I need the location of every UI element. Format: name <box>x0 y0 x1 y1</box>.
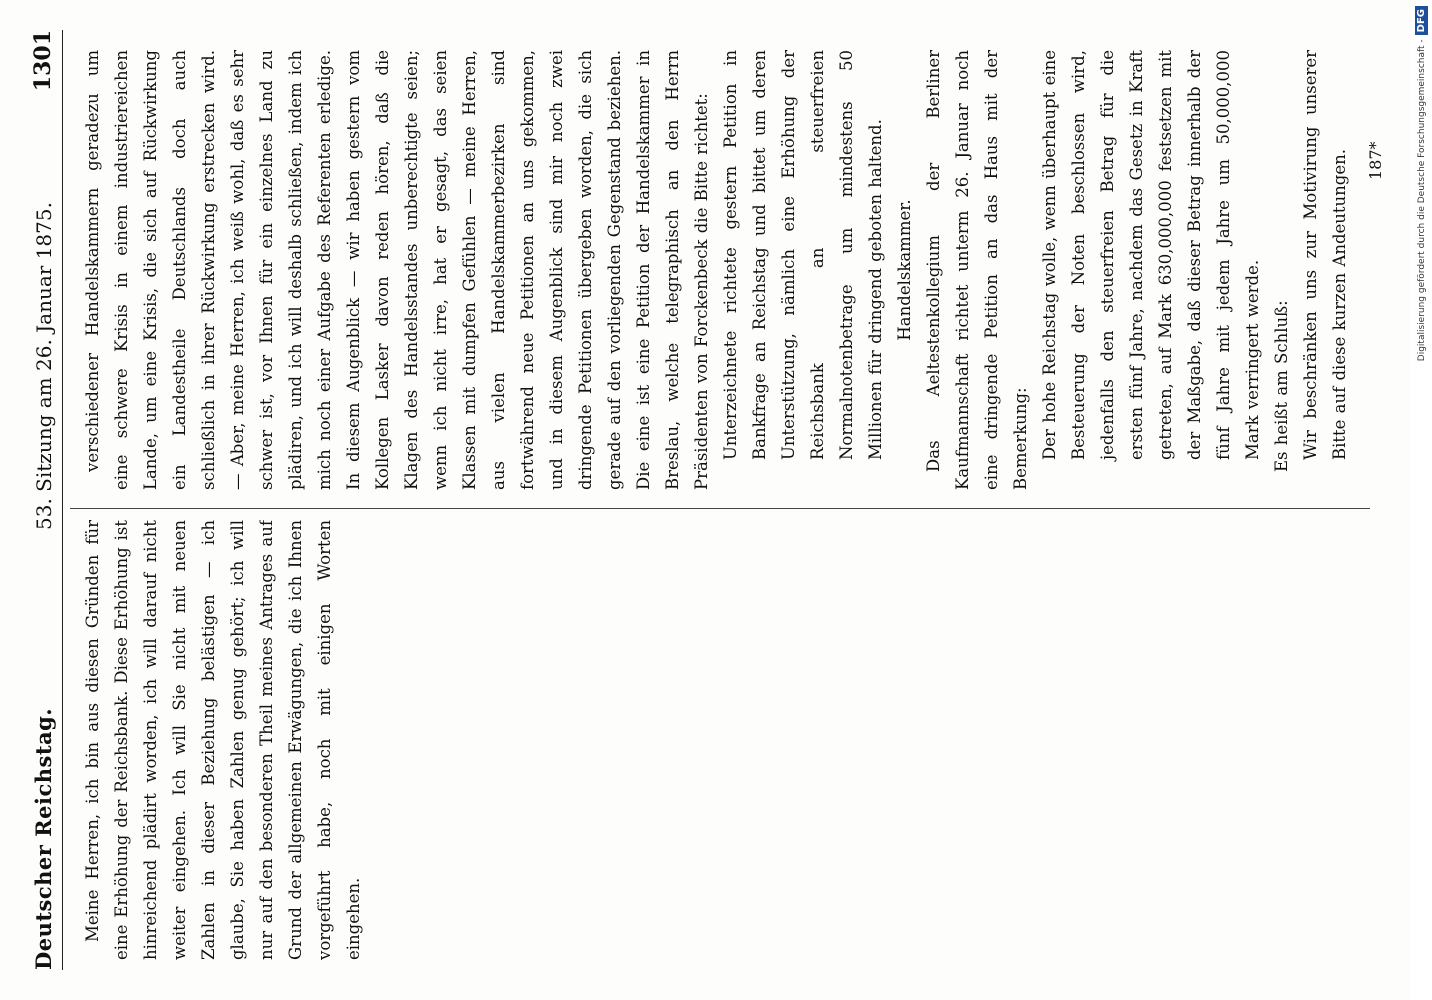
digitization-credit: Digitalisierung gefördert durch die Deutsche Forschungsgemeinschaft - <box>1416 39 1427 362</box>
paragraph: verschiedener Handelskammern geradezu um eine schwere Krisis in einem industriereichen Lande, um eine Krisis, die sich auf Rückwirkung ein Landestheile Deutschlands doch auch schließlich in ihrer Rückwirkung erstrecken wird. — Aber, meine Herren, ich weiß wohl, daß es sehr schwer ist, vor Ihnen für ein einzelnes Land zu plädiren, und ich will deshalb schließen, indem ich mich noch einer Aufgabe des Referenten erledige. In diesem Augenblick — wir haben gestern vom Kollegen Lasker davon reden hören, daß die Klagen des Handelsstandes unberechtigte seien; wenn ich nicht irre, hat er gesagt, das seien Klassen mit dumpfen Gefühlen — meine Herren, aus vielen Handelskammerbezirken sind fortwährend neue Petitionen an uns gekommen, und in diesem Augenblick sind mir noch zwei dringende Petitionen übergeben worden, die sich gerade auf den vorliegenden Gegenstand beziehen. Die eine ist eine Petition der Handelskammer in Breslau, welche telegraphisch an den Herrn Präsidenten von Forckenbeck die Bitte richtet: <box>83 50 711 490</box>
paragraph: Der hohe Reichstag wolle, wenn überhaupt eine Besteuerung der Noten beschlossen wird, jedenfalls den steuerfreien Betrag für die ersten fünf Jahre, nachdem das Gesetz in Kraft getreten, auf Mark 630,000,000 festsetzen mit der Maßgabe, daß dieser Betrag innerhalb der fünf Jahre mit jedem Jahre um 50,000,000 Mark verringert werde. <box>1040 50 1262 460</box>
paragraph: Das Aeltestenkollegium der Berliner Kaufmannschaft richtet unterm 26. Januar noch eine dringende Petition an das Haus mit der Bemerkung: <box>924 50 1030 490</box>
dfg-logo: DFG <box>1415 6 1428 35</box>
header-session: 53. Sitzung am 26. Januar 1875. <box>32 202 56 530</box>
header-publication: Deutscher Reichstag. <box>31 707 56 970</box>
paragraph: Meine Herren, ich bin aus diesen Gründen für eine Erhöhung der Reichsbank. Diese Erhöhung ist hinreichend plädirt worden, ich will darauf nicht weiter eingehen. Ich will Sie nicht mit neuen Zahlen in dieser Beziehung belästigen — ich glaube, Sie haben Zahlen genug gehört; ich will nur auf den besonderen Theil meines Antrages auf Grund der allgemeinen Erwägungen, die ich Ihnen vorgeführt habe, noch mit einigen Worten eingehen. <box>83 520 363 960</box>
page-header <box>22 30 63 970</box>
paragraph: Es heißt am Schluß: <box>1272 300 1291 472</box>
column-divider <box>70 508 1370 509</box>
paragraph: Handelskammer. <box>895 199 914 341</box>
digitization-credit-strip <box>1411 0 1432 1000</box>
signature-mark: 187* <box>1366 141 1385 180</box>
paragraph: Wir beschränken uns zur Motivirung unserer Bitte auf diese kurzen Andeutungen. <box>1301 50 1349 460</box>
text-column-right <box>78 50 1360 490</box>
paragraph: Unterzeichnete richtete gestern Petition in Bankfrage an Reichstag und bittet um deren Unterstützung, nämlich eine Erhöhung der Reichsbank an steuerfreien Normalnotenbetrage um mindestens 50 Millionen für dringend geboten haltend. <box>721 50 885 460</box>
page-number: 1301 <box>30 30 56 92</box>
text-column-left <box>78 520 1360 960</box>
paragraph <box>1354 50 1360 490</box>
